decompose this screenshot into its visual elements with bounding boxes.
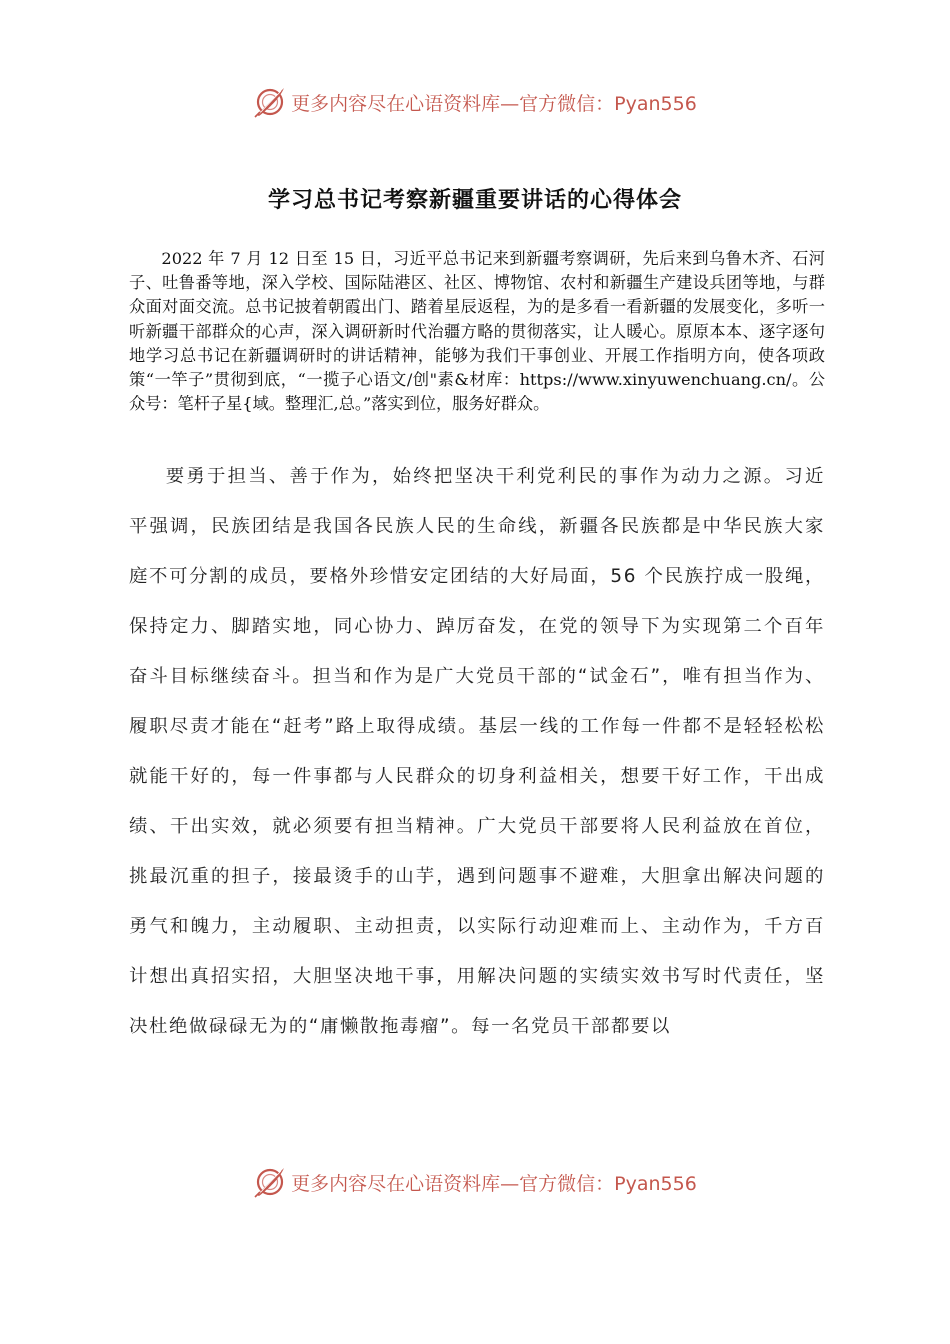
footer-wechat-id: Pyan556 bbox=[614, 1172, 697, 1195]
header-watermark-banner bbox=[0, 82, 950, 122]
quill-seal-icon bbox=[253, 85, 287, 119]
footer-banner-label: 更多内容尽在心语资料库—官方微信： bbox=[291, 1172, 615, 1195]
paragraph-intro: 2022 年 7 月 12 日至 15 日，习近平总书记来到新疆考察调研，先后来到乌鲁木齐、石河子、吐鲁番等地，深入学校、国际陆港区、社区、博物馆、农村和新疆生产建设兵团等地，与群众面对面交流。总书记披着朝霞出门、踏着星辰返程，为的是多看一看新疆的发展变化，多听一听新疆干部群众的心声，深入调研新时代治疆方略的贯彻落实，让人暖心。原原本本、逐字逐句地学习总书记在新疆调研时的讲话精神，能够为我们干事创业、开展工作指明方向，使各项政策“一竿子”贯彻到底，“一揽子心语文/创"素&材库：https://www.xinyuwenchuang.cn/。公众号：笔杆子星{域。整理汇,总。”落实到位，服务好群众。 bbox=[129, 249, 825, 414]
header-wechat-id: Pyan556 bbox=[614, 92, 697, 115]
footer-banner-text bbox=[291, 1169, 697, 1196]
header-banner-text bbox=[291, 89, 697, 116]
header-banner-label: 更多内容尽在心语资料库—官方微信： bbox=[291, 92, 615, 115]
paragraph-body: 要勇于担当、善于作为，始终把坚决干利党利民的事作为动力之源。习近平强调，民族团结是我国各民族人民的生命线，新疆各民族都是中华民族大家庭不可分割的成员，要格外珍惜安定团结的大好局面，56 个民族拧成一股绳，保持定力、脚踏实地，同心协力、踔厉奋发，在党的领导下为实现第二个百年奋斗目标继续奋斗。担当和作为是广大党员干部的“试金石”，唯有担当作为、履职尽责才能在“赶考”路上取得成绩。基层一线的工作每一件都不是轻轻松松就能干好的，每一件事都与人民群众的切身利益相关，想要干好工作，干出成绩、干出实效，就必须要有担当精神。广大党员干部要将人民利益放在首位，挑最沉重的担子，接最烫手的山芋，遇到问题事不避难，大胆拿出解决问题的勇气和魄力，主动履职、主动担责，以实际行动迎难而上、主动作为，千方百计想出真招实招，大胆坚决地干事，用解决问题的实绩实效书写时代责任，坚决杜绝做碌碌无为的“庸懒散拖毒瘤”。每一名党员干部都要以 bbox=[129, 466, 825, 1037]
document-title: 学习总书记考察新疆重要讲话的心得体会 bbox=[267, 188, 682, 213]
footer-watermark-banner bbox=[0, 1162, 950, 1202]
quill-seal-icon bbox=[253, 1165, 287, 1199]
